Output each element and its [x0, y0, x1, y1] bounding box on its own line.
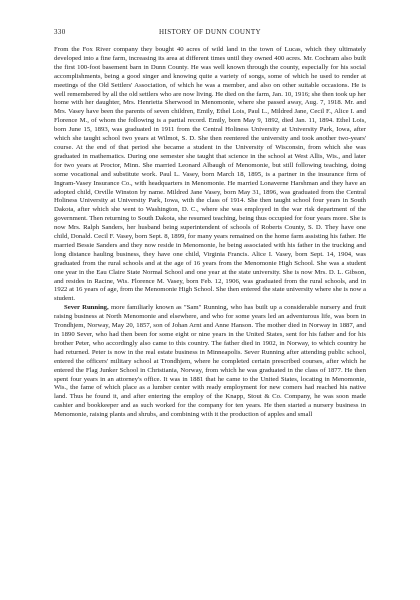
paragraph-vasey-family	[54, 46, 366, 304]
body-text	[54, 46, 366, 420]
running-header	[54, 28, 366, 41]
page-number: 330	[54, 28, 66, 36]
running-title: HISTORY OF DUNN COUNTY	[159, 28, 261, 36]
paragraph-sever-running	[54, 304, 366, 420]
paragraph-text: more familiarly known as "Sam" Running, who has built up a considerable nursery and fruit raising business at North Menomonie and elsewhere, and who for some years led an adventurous life, was born in Trondhjem, Norway, May 20, 1857, son of Johan Arnt and Anne Hanson. The mother died in Norway in 1887, and in 1890 Sever, who had then been for some eight or nine years in the United States, sent for his father and for his brother Peter, who accordingly also came to this country. The father died in 1902, in Norway, to which country he had returned. Peter is now in the real estate business in Minneapolis. Sever Running after attending public school, entered the officers' military school at Trondhjem, where he completed certain prescribed courses, after which he entered the Flag Junker School in Christiania, Norway, from which he was graduated in the class of 1877. He then spent four years in an attorney's office. It was in 1881 that he came to the United States, locating in Menomonie, Wis., the fame of which place as a lumber center with ready employment for new comers had reached his native land. Thus he found it, and after entering the employ of the Knapp, Stout & Co. Company, he was soon made cashier and bookkeeper and as such worked for the company for ten years. He then started a nursery business in Menomonie, raising plants and shrubs, and combining with it the production of apples and small	[54, 304, 366, 419]
paragraph-text: From the Fox River company they bought 40 acres of wild land in the town of Lucas, which they ultimately developed into a fine farm, increasing its area at different times until they owned 400 acres. Mr. Cochram also built the first 100-foot basement barn in Dunn County. He was well known through the county, especially for his social accomplishments, being a good singer and knowing quite a variety of songs, some of which he used to render at meetings of the Old Settlers' Association, of which he was a member, and also on other suitable occasions. He is well remembered by all the old settlers who are now living. He died on the farm, Jan. 10, 1916; she then took up her home with her daughter, Mrs. Henrietta Sherwood in Menomonie, where she passed away, Aug. 7, 1918. Mr. and Mrs. Vasey have been the parents of seven children, Emily, Ethel Lois, Paul L., Mildred Jane, Cecil F., Alice I. and Florence M., of whom the following is a partial record. Emily, born May 9, 1892, died Jan. 11, 1894. Ethel Lois, born June 15, 1893, was graduated in 1911 from the Central Holiness University at University Park, Iowa, after which she taught school two years at Wilmot, S. D. She then reentered the university and took another two-years' course. At the end of that period she became a student in the University of Wisconsin, from which she was graduated in mathematics. During one semester she taught that science in the school at West Allis, Wis., and later for two years at Proctor, Minn. She married Leonard Albaugh of Menomonie, but still following teaching, doing some vocational and substitute work. Paul L. Vasey, born March 18, 1895, is a partner in the insurance firm of Ingram-Vasey Insurance Co., with headquarters in Menomonie. He married Lonaverne Harshman and they have an adopted child, Orville Winston by name. Mildred Jane Vasey, born May 31, 1896, was graduated from the Central Holiness University at University Park, Iowa, with the class of 1914. She then taught school four years in South Dakota, after which she went to Washington, D. C., where she was employed in the war risk department of the government. Then returning to South Dakota, she resumed teaching, being thus occupied for four years more. She is now Mrs. Ralph Sanders, her husband being superintendent of schools of Roberts County, S. D. They have one child, Donald. Cecil F. Vasey, born Sept. 8, 1899, for many years remained on the home farm assisting his father. He married Bessie Sanders and they now reside in Menomonie, he being associated with his father in the trucking and long distance hauling business, they have one child, Virginia Francis. Alice I. Vasey, born Sept. 14, 1904, was graduated from the rural schools and at the age of 16 years from the Menomonie High School. She was a student one year in the Eau Claire State Normal School and one year at the state university. She is now Mrs. D. L. Gibson, and resides in Racine, Wis. Florence M. Vasey, born Feb. 12, 1906, was graduated from the rural schools, and in 1922 at 16 years of age, from the Menomonie High School. She then entered the state university where she is now a student.	[54, 46, 366, 303]
biography-name: Sever Running,	[64, 304, 109, 312]
